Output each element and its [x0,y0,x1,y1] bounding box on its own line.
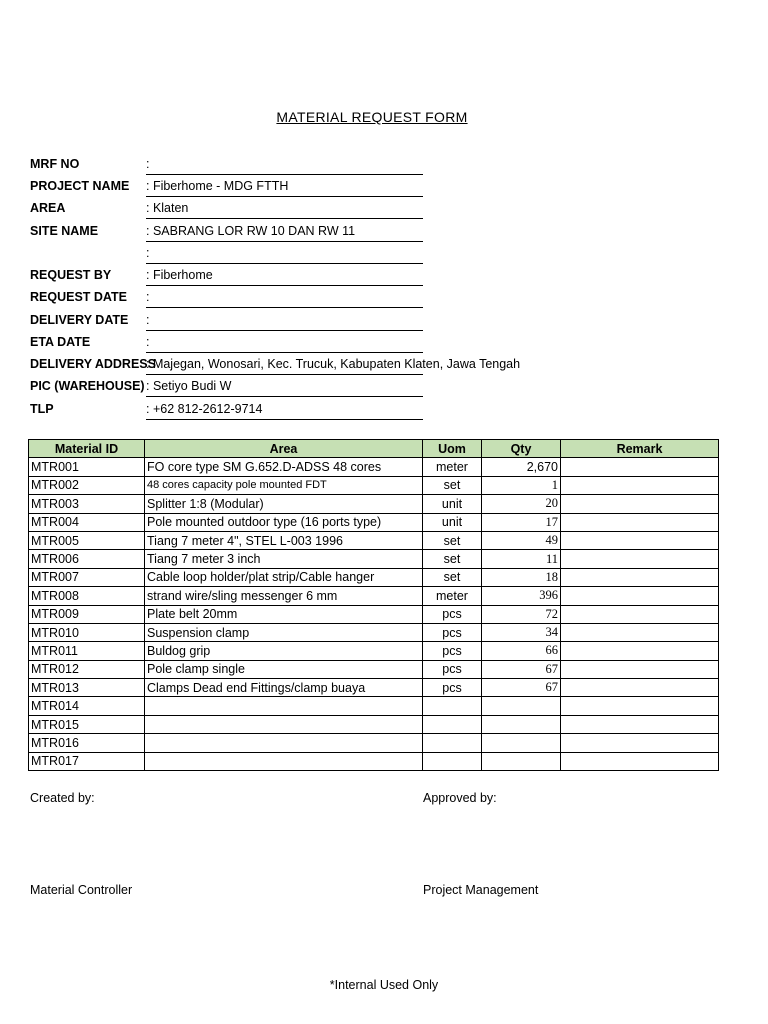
cell-qty: 34 [482,623,561,641]
field-value: : +62 812-2612-9714 [146,402,263,416]
cell-material-id: MTR003 [29,495,145,513]
column-header-remark: Remark [561,440,719,458]
cell-remark [561,623,719,641]
cell-qty: 18 [482,568,561,586]
cell-remark [561,550,719,568]
cell-material-id: MTR014 [29,697,145,715]
cell-uom: pcs [423,605,482,623]
cell-remark [561,587,719,605]
cell-area: FO core type SM G.652.D-ADSS 48 cores [145,458,423,476]
cell-uom: pcs [423,642,482,660]
field-underline [146,196,423,197]
field-value: : [146,246,150,260]
field-value: : [146,335,150,349]
table-row [29,642,719,660]
field-pic-warehouse [30,376,750,398]
cell-area: Plate belt 20mm [145,605,423,623]
table-row [29,660,719,678]
cell-uom: meter [423,458,482,476]
field-request-date [30,287,750,309]
cell-material-id: MTR012 [29,660,145,678]
column-header-uom: Uom [423,440,482,458]
cell-qty: 2,670 [482,458,561,476]
cell-area: Cable loop holder/plat strip/Cable hanger [145,568,423,586]
field-label: TLP [30,402,54,416]
cell-uom [423,715,482,733]
table-row [29,679,719,697]
cell-material-id: MTR005 [29,531,145,549]
cell-qty: 20 [482,495,561,513]
cell-material-id: MTR006 [29,550,145,568]
cell-area: Splitter 1:8 (Modular) [145,495,423,513]
cell-uom: set [423,550,482,568]
cell-uom: unit [423,513,482,531]
table-row [29,476,719,494]
cell-qty [482,734,561,752]
field-eta-date [30,332,750,354]
cell-uom [423,734,482,752]
cell-remark [561,642,719,660]
cell-remark [561,568,719,586]
cell-remark [561,660,719,678]
field-label: ETA DATE [30,335,91,349]
field-tlp [30,399,750,421]
cell-qty [482,697,561,715]
field-underline [146,218,423,219]
cell-material-id: MTR004 [29,513,145,531]
field-underline [146,174,423,175]
cell-material-id: MTR017 [29,752,145,770]
field-label: REQUEST DATE [30,290,127,304]
cell-material-id: MTR007 [29,568,145,586]
cell-remark [561,513,719,531]
table-row [29,715,719,733]
field-value: : Fiberhome - MDG FTTH [146,179,289,193]
cell-uom [423,697,482,715]
field-label: SITE NAME [30,224,99,238]
form-title: MATERIAL REQUEST FORM [276,109,468,125]
field-delivery-address [30,354,750,376]
field-value: : Fiberhome [146,268,213,282]
field-blank [30,243,750,265]
cell-uom: pcs [423,679,482,697]
cell-material-id: MTR002 [29,476,145,494]
column-header-qty: Qty [482,440,561,458]
field-value: : [146,290,150,304]
cell-material-id: MTR001 [29,458,145,476]
table-row [29,587,719,605]
cell-remark [561,752,719,770]
cell-material-id: MTR011 [29,642,145,660]
cell-material-id: MTR013 [29,679,145,697]
cell-uom [423,752,482,770]
approver-role: Project Management [423,883,539,897]
cell-area: Pole clamp single [145,660,423,678]
field-underline [146,330,423,331]
field-project-name [30,176,750,198]
cell-area [145,752,423,770]
cell-qty: 396 [482,587,561,605]
cell-area: 48 cores capacity pole mounted FDT [145,476,423,494]
field-value: : SABRANG LOR RW 10 DAN RW 11 [146,224,356,238]
field-underline [146,352,423,353]
cell-area: strand wire/sling messenger 6 mm [145,587,423,605]
cell-qty: 11 [482,550,561,568]
field-label: DELIVERY DATE [30,313,129,327]
field-underline [146,419,423,420]
cell-remark [561,605,719,623]
column-header-material-id: Material ID [29,440,145,458]
field-mrf-no [30,154,750,176]
cell-area: Buldog grip [145,642,423,660]
field-request-by [30,265,750,287]
table-row [29,531,719,549]
table-row [29,458,719,476]
field-underline [146,307,423,308]
cell-area: Tiang 7 meter 4", STEL L-003 1996 [145,531,423,549]
cell-material-id: MTR008 [29,587,145,605]
field-value: : Majegan, Wonosari, Kec. Trucuk, Kabupaten Klaten, Jawa Tengah [146,357,521,371]
cell-remark [561,697,719,715]
creator-role: Material Controller [30,883,133,897]
cell-material-id: MTR010 [29,623,145,641]
internal-use-note: *Internal Used Only [329,978,439,992]
field-site-name [30,221,750,243]
field-label: DELIVERY ADDRESS [30,357,156,371]
cell-area [145,697,423,715]
field-label: AREA [30,201,66,215]
cell-area: Suspension clamp [145,623,423,641]
cell-qty: 1 [482,476,561,494]
cell-area: Pole mounted outdoor type (16 ports type) [145,513,423,531]
field-label: PROJECT NAME [30,179,130,193]
field-value: : Setiyo Budi W [146,379,232,393]
field-value: : [146,157,150,171]
cell-qty: 72 [482,605,561,623]
cell-area: Clamps Dead end Fittings/clamp buaya [145,679,423,697]
field-value: : [146,313,150,327]
field-delivery-date [30,310,750,332]
field-label: MRF NO [30,157,80,171]
cell-uom: pcs [423,623,482,641]
field-underline [146,241,423,242]
cell-qty [482,752,561,770]
table-row [29,734,719,752]
cell-uom: set [423,568,482,586]
cell-qty [482,715,561,733]
table-row [29,697,719,715]
field-value: : Klaten [146,201,189,215]
table-row [29,752,719,770]
cell-uom: pcs [423,660,482,678]
table-row [29,623,719,641]
cell-area [145,734,423,752]
cell-area [145,715,423,733]
cell-qty: 67 [482,679,561,697]
table-row [29,550,719,568]
cell-remark [561,734,719,752]
cell-remark [561,679,719,697]
cell-remark [561,715,719,733]
cell-material-id: MTR015 [29,715,145,733]
field-underline [146,285,423,286]
table-header-row [29,440,719,458]
materials-table [28,439,719,771]
field-area [30,198,750,220]
approved-by-label: Approved by: [423,791,497,805]
cell-remark [561,495,719,513]
field-underline [146,263,423,264]
cell-qty: 66 [482,642,561,660]
cell-remark [561,458,719,476]
cell-area: Tiang 7 meter 3 inch [145,550,423,568]
column-header-area: Area [145,440,423,458]
cell-qty: 49 [482,531,561,549]
cell-remark [561,476,719,494]
cell-uom: unit [423,495,482,513]
cell-uom: set [423,476,482,494]
field-underline [146,396,423,397]
cell-qty: 67 [482,660,561,678]
field-label: REQUEST BY [30,268,112,282]
cell-material-id: MTR009 [29,605,145,623]
table-row [29,568,719,586]
cell-remark [561,531,719,549]
table-row [29,513,719,531]
created-by-label: Created by: [30,791,95,805]
field-label: PIC (WAREHOUSE) [30,379,145,393]
table-row [29,495,719,513]
cell-uom: set [423,531,482,549]
field-underline [146,374,423,375]
cell-material-id: MTR016 [29,734,145,752]
cell-qty: 17 [482,513,561,531]
cell-uom: meter [423,587,482,605]
table-row [29,605,719,623]
